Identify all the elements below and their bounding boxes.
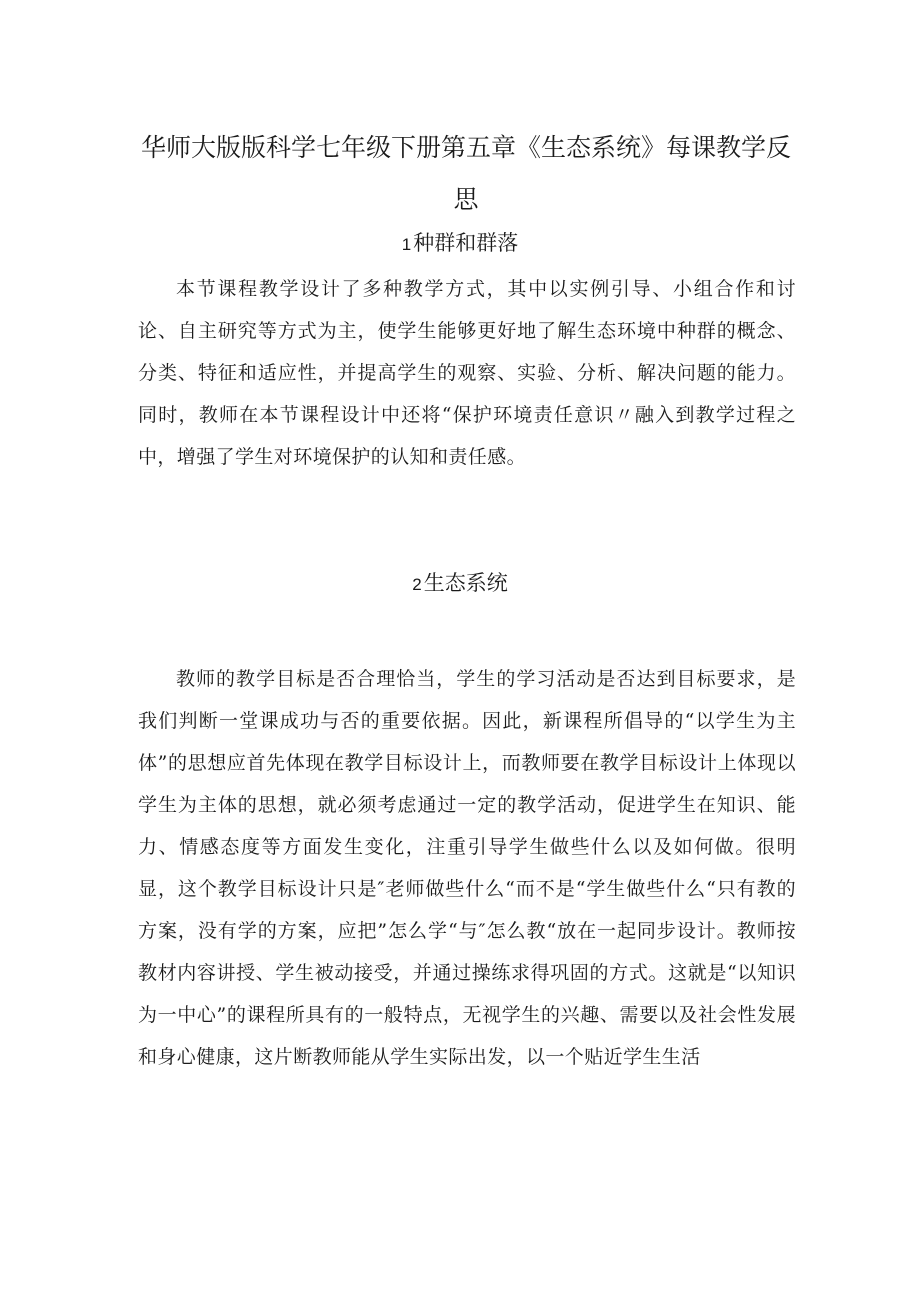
- section-1-heading: [0, 228, 920, 260]
- section-1-number: 1: [401, 235, 412, 254]
- section-2-heading: [0, 568, 920, 600]
- section-1-title: 种群和群落: [413, 231, 519, 255]
- section-1-paragraph: 本节课程教学设计了多种教学方式，其中以实例引导、小组合作和讨论、自主研究等方式为主，使学生能够更好地了解生态环境中种群的概念、分类、特征和适应性，并提高学生的观察、实验、分析、解决问题的能力。同时，教师在本节课程设计中还将“保护环境责任意识〃融入到教学过程之中，增强了学生对环境保护的认知和责任感。: [138, 278, 796, 468]
- section-2-paragraph: 教师的教学目标是否合理恰当，学生的学习活动是否达到目标要求，是我们判断一堂课成功与否的重要依据。因此，新课程所倡导的“以学生为主体”的思想应首先体现在教学目标设计上，而教师要在教学目标设计上体现以学生为主体的思想，就必须考虑通过一定的教学活动，促进学生在知识、能力、情感态度等方面发生变化，注重引导学生做些什么以及如何做。很明显，这个教学目标设计只是″老师做些什么“而不是“学生做些什么“只有教的方案，没有学的方案，应把”怎么学“与″怎么教“放在一起同步设计。教师按教材内容讲授、学生被动接受，并通过操练求得巩固的方式。这就是“以知识为一中心”的课程所具有的一般特点，无视学生的兴趣、需要以及社会性发展和身心健康，这片断教师能从学生实际出发，以一个贴近学生生活: [138, 668, 796, 1068]
- section-2-number: 2: [412, 575, 422, 594]
- document-title: 华师大版版科学七年级下册第五章《生态系统》每课教学反思: [140, 133, 791, 214]
- section-2-title: 生态系统: [423, 571, 508, 595]
